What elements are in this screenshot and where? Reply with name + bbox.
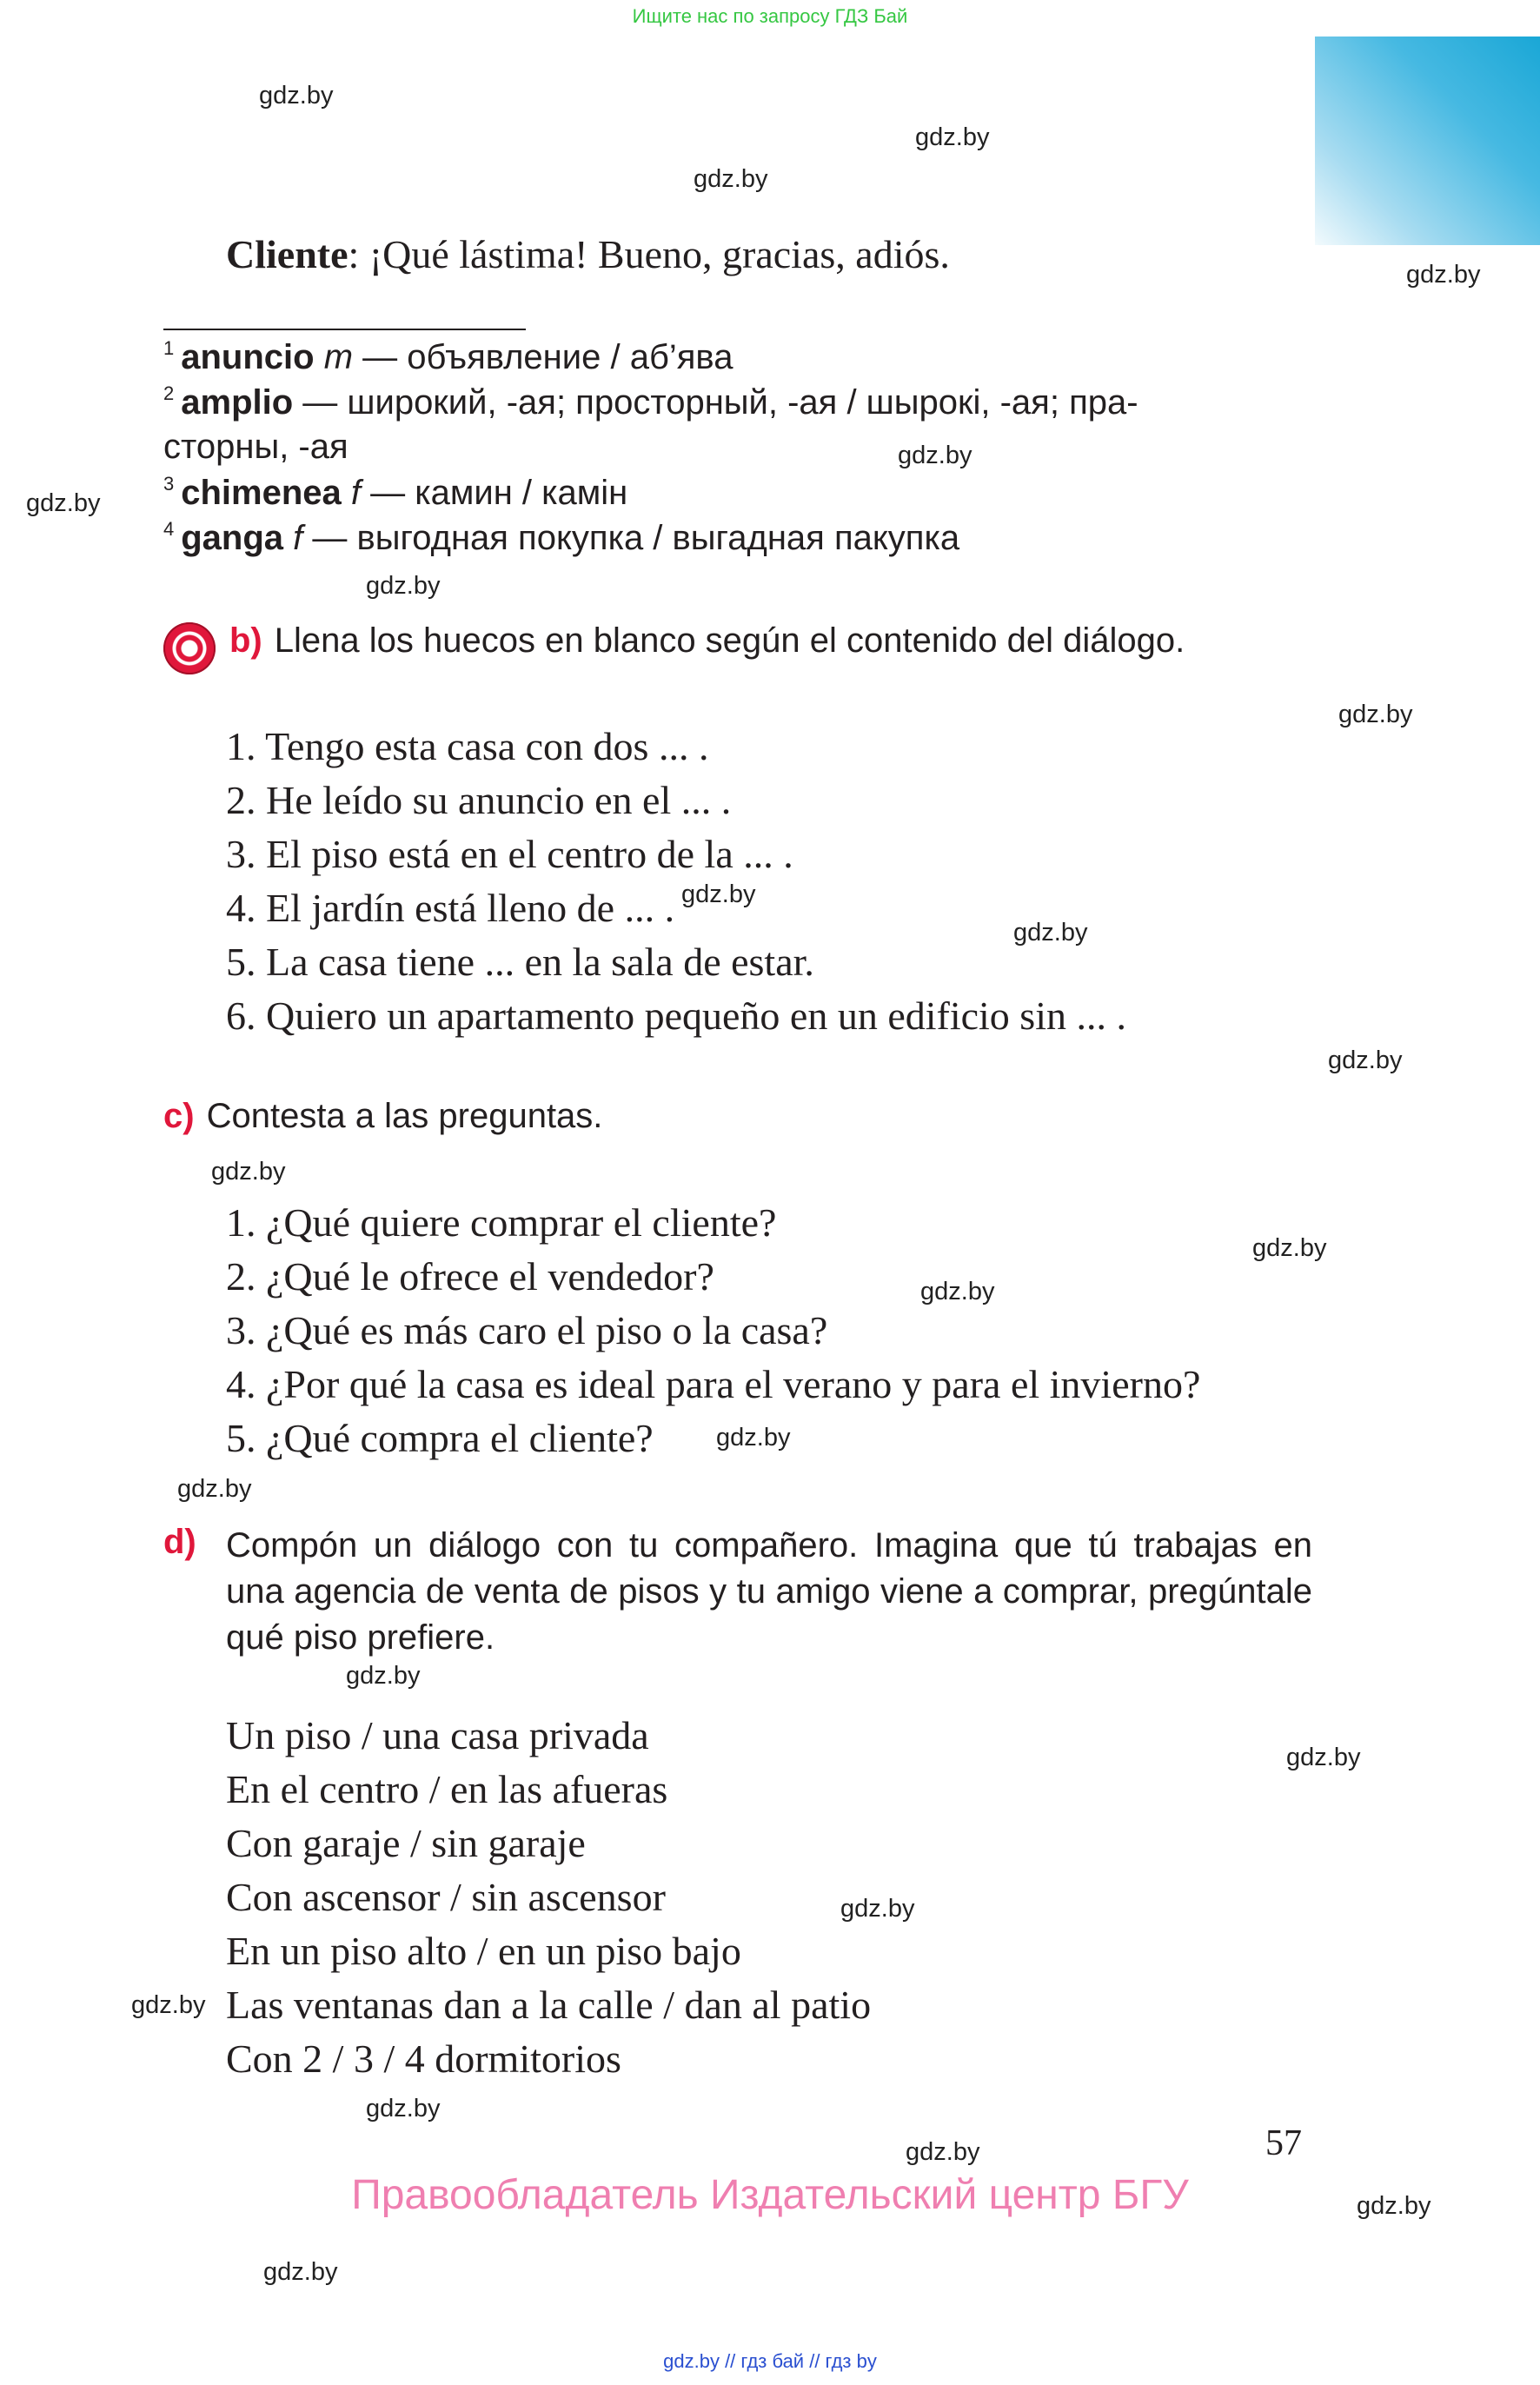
exercise-item: 2. He leído su anuncio en el ... . xyxy=(226,778,732,822)
question-item: 2. ¿Qué le ofrece el vendedor? xyxy=(226,1254,714,1299)
question-item: 1. ¿Qué quiere comprar el cliente? xyxy=(226,1200,777,1245)
footnote-continuation: сторны, -ая xyxy=(163,428,348,466)
task-c xyxy=(163,1097,602,1136)
option-item: En el centro / en las afueras xyxy=(226,1767,668,1811)
footnote-gender: m xyxy=(323,338,354,376)
task-letter: c) xyxy=(163,1097,195,1135)
exercise-item: 3. El piso está en el centro de la ... . xyxy=(226,832,793,876)
page-number: 57 xyxy=(1265,2123,1302,2163)
task-d-instruction: Compón un diálogo con tu compañero. Imagina que tú trabajas en una agencia de venta de pisos y tu amigo viene a comprar, pregúntale qué piso prefiere. xyxy=(226,1526,1312,1657)
task-d-letter xyxy=(163,1523,209,1562)
watermark: gdz.by xyxy=(906,2138,980,2166)
watermark: gdz.by xyxy=(259,82,334,110)
watermark: gdz.by xyxy=(211,1158,286,1186)
watermark: gdz.by xyxy=(1013,919,1088,947)
footnote-term: anuncio xyxy=(181,338,315,376)
question-item: 4. ¿Por qué la casa es ideal para el verano y para el invierno? xyxy=(226,1362,1201,1406)
footnote-text: — камин / камін xyxy=(361,474,628,512)
option-item: Un piso / una casa privada xyxy=(226,1713,649,1757)
footnote-term: chimenea xyxy=(181,474,342,512)
footnote-text: — объявление / аб’ява xyxy=(353,338,733,376)
watermark: gdz.by xyxy=(1252,1234,1327,1262)
watermark: gdz.by xyxy=(840,1895,915,1923)
audio-cd-icon[interactable] xyxy=(163,622,216,674)
top-banner[interactable]: Ищите нас по запросу ГДЗ Бай xyxy=(632,5,908,27)
dialog-text: : ¡Qué lástima! Bueno, gracias, adiós. xyxy=(348,232,950,276)
exercise-item: 5. La casa tiene ... en la sala de estar. xyxy=(226,940,814,984)
question-item: 3. ¿Qué es más caro el piso o la casa? xyxy=(226,1308,828,1352)
footnote-text: — выгодная покупка / выгадная пакупка xyxy=(302,519,960,557)
footnote-number: 4 xyxy=(163,518,175,540)
footnote-number: 3 xyxy=(163,473,175,495)
footnote-text: — широкий, -ая; просторный, -ая / шырокі, -ая; пра- xyxy=(293,383,1138,422)
footnote-number: 1 xyxy=(163,337,175,359)
watermark: gdz.by xyxy=(1406,261,1481,289)
watermark: gdz.by xyxy=(177,1475,252,1503)
watermark: gdz.by xyxy=(366,2095,441,2123)
watermark: gdz.by xyxy=(1286,1744,1361,1771)
footnote-term: ganga xyxy=(181,519,284,557)
corner-color-tab xyxy=(1315,37,1540,245)
option-item: Con 2 / 3 / 4 dormitorios xyxy=(226,2036,621,2081)
footer-links[interactable]: gdz.by // гдз бай // гдз by xyxy=(663,2350,877,2372)
footnote xyxy=(163,518,1311,558)
watermark: gdz.by xyxy=(346,1662,421,1690)
option-item: Con garaje / sin garaje xyxy=(226,1821,586,1865)
watermark: gdz.by xyxy=(915,123,990,151)
footnote-gender: f xyxy=(350,474,362,512)
option-item: En un piso alto / en un piso bajo xyxy=(226,1929,741,1973)
watermark: gdz.by xyxy=(898,442,972,469)
watermark: gdz.by xyxy=(1338,701,1413,728)
watermark: gdz.by xyxy=(26,489,101,517)
watermark: gdz.by xyxy=(920,1278,995,1305)
option-item: Con ascensor / sin ascensor xyxy=(226,1875,666,1919)
footnote xyxy=(163,473,1311,513)
watermark: gdz.by xyxy=(681,880,756,908)
exercise-item: 4. El jardín está lleno de ... . xyxy=(226,886,675,930)
footnote xyxy=(163,337,1311,377)
footnote-divider xyxy=(163,329,526,330)
watermark: gdz.by xyxy=(131,1991,206,2019)
task-instruction: Contesta a las preguntas. xyxy=(206,1097,603,1135)
speaker-name: Cliente xyxy=(226,232,348,276)
watermark: gdz.by xyxy=(366,572,441,600)
watermark: gdz.by xyxy=(694,165,768,193)
footnote-number: 2 xyxy=(163,382,175,404)
task-letter: b) xyxy=(229,621,262,660)
watermark: gdz.by xyxy=(263,2258,338,2286)
task-b xyxy=(229,621,1185,661)
exercise-item: 6. Quiero un apartamento pequeño en un edificio sin ... . xyxy=(226,993,1126,1038)
watermark: gdz.by xyxy=(1357,2192,1431,2220)
footnote-term: amplio xyxy=(181,383,294,422)
footnote-gender: f xyxy=(293,519,303,557)
watermark: gdz.by xyxy=(1328,1046,1403,1074)
footnote xyxy=(163,382,1311,422)
dialog-line xyxy=(226,231,950,277)
task-letter: d) xyxy=(163,1523,196,1561)
question-item: 5. ¿Qué compra el cliente? xyxy=(226,1416,654,1460)
watermark: gdz.by xyxy=(716,1424,791,1452)
option-item: Las ventanas dan a la calle / dan al patio xyxy=(226,1983,872,2027)
copyright-notice: Правообладатель Издательский центр БГУ xyxy=(351,2172,1189,2218)
task-instruction: Llena los huecos en blanco según el contenido del diálogo. xyxy=(274,621,1185,660)
exercise-item: 1. Tengo esta casa con dos ... . xyxy=(226,724,709,768)
